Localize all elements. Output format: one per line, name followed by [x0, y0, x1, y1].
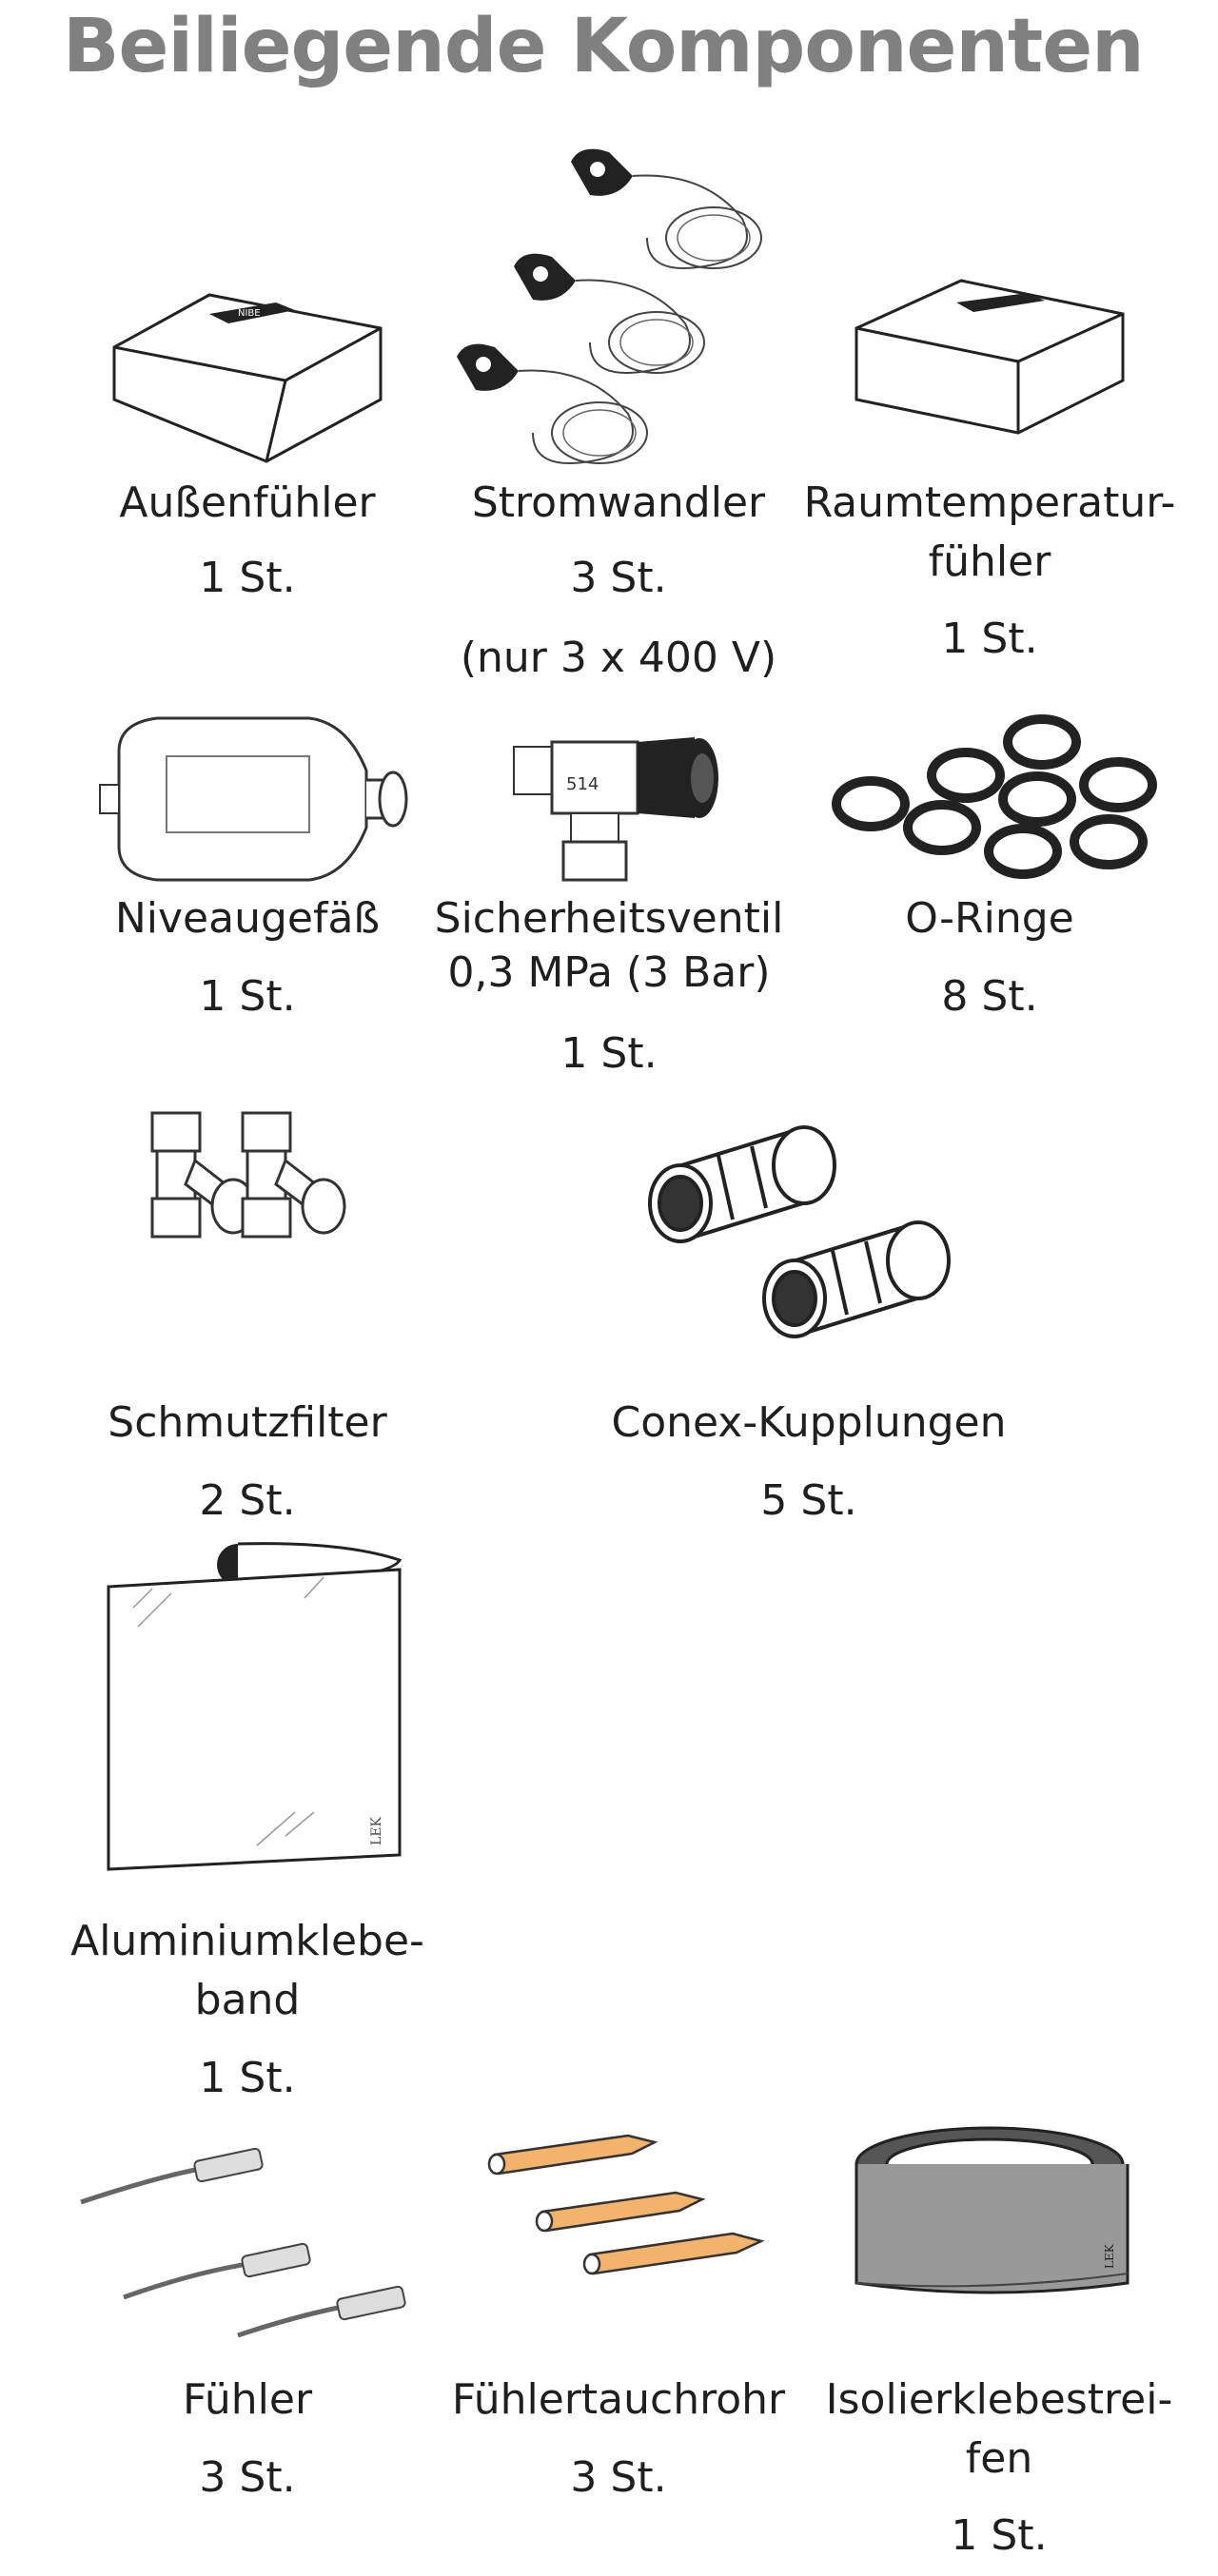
component-label: Fühler: [182, 2375, 313, 2424]
component-quantity: 8 St.: [941, 972, 1038, 1021]
insulation-tape-icon: [847, 2117, 1142, 2307]
component-label: Raumtemperatur-: [803, 478, 1176, 527]
svg-text:NIBE: NIBE: [238, 308, 261, 319]
aluminium-tape-icon: [95, 1532, 419, 1883]
component-quantity: 1 St.: [199, 2054, 296, 2102]
component-quantity: 3 St.: [570, 2453, 667, 2502]
dirt-filter-icon: [133, 1103, 362, 1256]
component-quantity: 1 St.: [560, 1029, 658, 1078]
current-transformer-icon: [457, 133, 799, 447]
component-label: Fühlertauchrohr: [451, 2375, 786, 2424]
component-label: Stromwandler: [471, 478, 766, 527]
conex-coupling-icon: [628, 1113, 971, 1360]
o-rings-icon: [818, 713, 1170, 885]
component-label: Isolierklebestrei-: [825, 2375, 1173, 2424]
component-label: fühler: [928, 537, 1051, 586]
svg-text:LEK: LEK: [1103, 2244, 1116, 2269]
room-sensor-icon: [837, 257, 1142, 476]
component-note: (nur 3 x 400 V): [460, 634, 777, 682]
immersion-tube-icon: [485, 2121, 799, 2283]
component-quantity: 2 St.: [199, 1476, 296, 1525]
svg-text:LEK: LEK: [369, 1817, 384, 1845]
component-quantity: 1 St.: [199, 554, 296, 602]
outdoor-sensor-icon: [95, 257, 400, 476]
component-quantity: 5 St.: [760, 1476, 857, 1525]
component-label: Conex-Kupplungen: [611, 1398, 1007, 1447]
component-quantity: 1 St.: [941, 615, 1038, 663]
level-vessel-icon: [90, 704, 404, 894]
component-label: Außenfühler: [119, 478, 376, 527]
safety-valve-icon: [504, 723, 752, 894]
component-quantity: 3 St.: [570, 554, 667, 602]
component-label: Sicherheitsventil: [434, 894, 784, 943]
component-label: fen: [965, 2434, 1033, 2483]
component-label: Schmutzfilter: [108, 1398, 387, 1447]
svg-text:514: 514: [566, 774, 599, 794]
component-label: Aluminiumklebe-: [70, 1917, 424, 1965]
component-quantity: 3 St.: [199, 2453, 296, 2502]
sensor-icon: [76, 2121, 419, 2340]
component-quantity: 1 St.: [951, 2511, 1048, 2560]
component-quantity: 1 St.: [199, 972, 296, 1021]
component-label: band: [194, 1976, 301, 2024]
page-title: Beiliegende Komponenten: [63, 4, 1144, 89]
component-label: Niveaugefäß: [114, 894, 381, 943]
component-label: 0,3 MPa (3 Bar): [447, 948, 771, 997]
component-label: O-Ringe: [905, 894, 1074, 943]
